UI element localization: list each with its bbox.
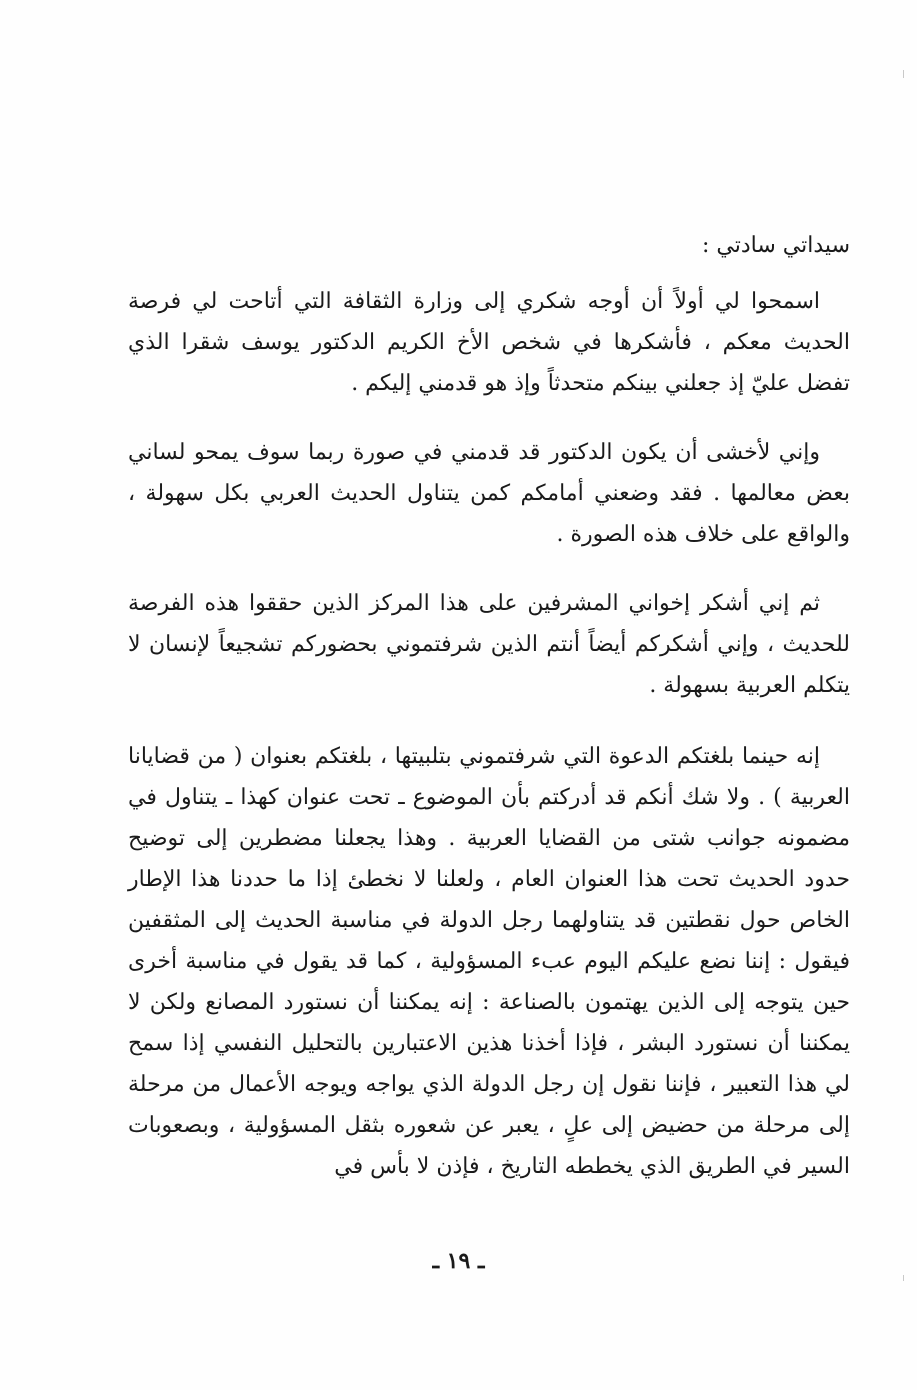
paragraph-4 (128, 736, 850, 1187)
page-edge-mark (903, 1275, 904, 1281)
paragraph-text: وإني لأخشى أن يكون الدكتور قد قدمني في صورة ربما سوف يمحو لساني بعض معالمها . فقد وضعني أمامكم كمن يتناول الحديث العربي بكل سهولة ، والواقع على خلاف هذه الصورة . (128, 440, 850, 547)
paragraph-text: ثم إني أشكر إخواني المشرفين على هذا المركز الذين حققوا هذه الفرصة للحديث ، وإني أشكركم أيضاً أنتم الذين شرفتموني بحضوركم تشجيعاً لإنسان لا يتكلم العربية بسهولة . (128, 591, 850, 698)
salutation (128, 225, 850, 266)
paragraph-2 (128, 432, 850, 555)
paragraph-3 (128, 583, 850, 706)
paragraph-text: اسمحوا لي أولاً أن أوجه شكري إلى وزارة الثقافة التي أتاحت لي فرصة الحديث معكم ، فأشكرها في شخص الأخ الكريم الدكتور يوسف شقرا الذي تفضل عليّ إذ جعلني بينكم متحدثاً وإذ هو قدمني إليكم . (128, 289, 850, 396)
paragraph-1 (128, 281, 850, 404)
page-number: ـ ١٩ ـ (432, 1248, 485, 1274)
page-edge-mark (903, 70, 904, 78)
salutation-text: سيداتي سادتي : (702, 233, 850, 258)
paragraph-text: إنه حينما بلغتكم الدعوة التي شرفتموني بتلبيتها ، بلغتكم بعنوان ( من قضايانا العربية ) . ولا شك أنكم قد أدركتم بأن الموضوع ـ تحت عنوان كهذا ـ يتناول في مضمونه جوانب شتى من القضايا العربية . وهذا يجعلنا مضطرين إلى توضيح حدود الحديث تحت هذا العنوان العام ، ولعلنا لا نخطئ إذا ما حددنا هذا الإطار الخاص حول نقطتين قد يتناولهما رجل الدولة في مناسبة الحديث إلى المثقفين فيقول : إننا نضع عليكم اليوم عبء المسؤولية ، كما قد يقول في مناسبة أخرى حين يتوجه إلى الذين يهتمون بالصناعة : إنه يمكننا أن نستورد المصانع ولكن لا يمكننا أن نستورد البشر ، فإذا أخذنا هذين الاعتبارين بالتحليل النفسي إذا سمح لي هذا التعبير ، فإننا نقول إن رجل الدولة الذي يواجه ويوجه الأعمال من مرحلة إلى مرحلة من حضيض إلى علٍ ، يعبر عن شعوره بثقل المسؤولية ، وبصعوبات السير في الطريق الذي يخططه التاريخ ، فإذن لا بأس في (128, 744, 850, 1179)
